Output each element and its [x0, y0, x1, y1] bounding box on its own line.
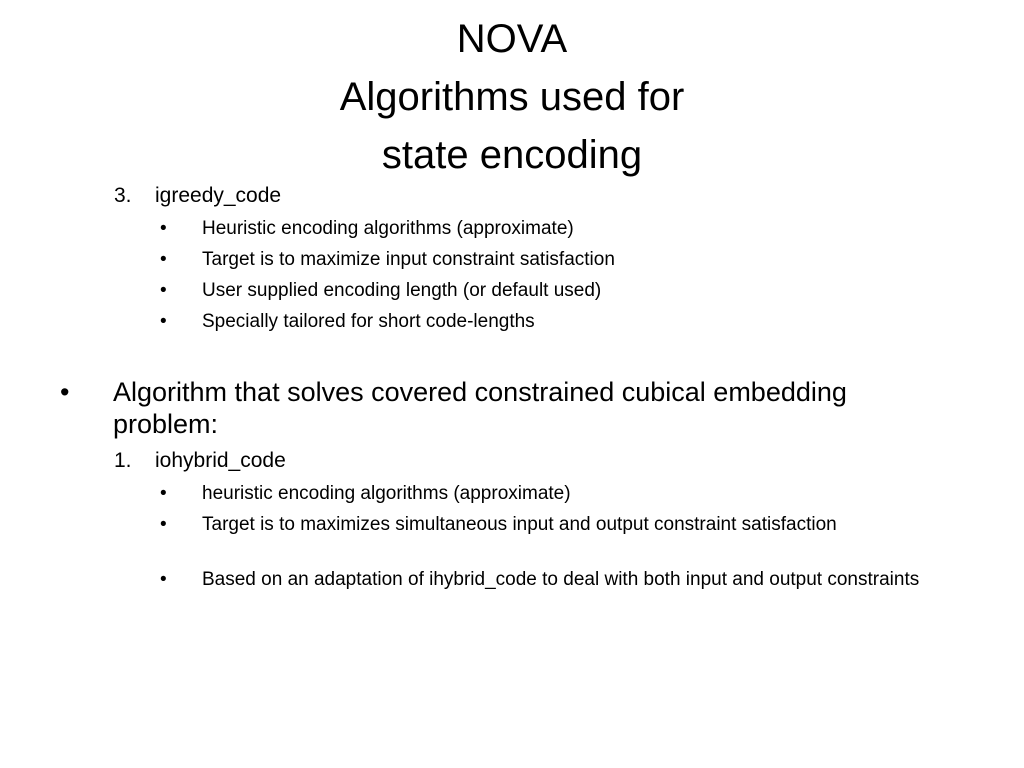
- sub-bullet-text: User supplied encoding length (or default used): [202, 280, 602, 301]
- title-line-1: NOVA: [456, 17, 568, 61]
- bullet-icon: •: [160, 514, 167, 535]
- sub-bullet: [160, 248, 920, 272]
- bullet-icon: •: [160, 280, 167, 301]
- bullet-icon: •: [160, 249, 167, 270]
- sub-bullet: [160, 513, 920, 537]
- sub-bullet-text: heuristic encoding algorithms (approximate): [202, 483, 571, 504]
- slide-title: [0, 10, 1024, 184]
- bullet-icon: •: [160, 569, 167, 590]
- item-label: iohybrid_code: [155, 449, 286, 472]
- main-bullet-text: Algorithm that solves covered constrained cubical embedding problem:: [113, 377, 847, 439]
- item-label: igreedy_code: [155, 184, 282, 207]
- sub-bullet-text: Heuristic encoding algorithms (approximate): [202, 218, 574, 239]
- item-number: 3.: [114, 184, 132, 207]
- title-line-2: Algorithms used for: [339, 75, 685, 119]
- numbered-item-igreedy: [114, 183, 281, 209]
- bullet-icon: •: [160, 483, 167, 504]
- sub-bullet-text: Specially tailored for short code-lengths: [202, 311, 535, 332]
- sub-bullet: [160, 310, 920, 334]
- sub-bullet: [160, 568, 920, 592]
- title-line-3: state encoding: [381, 133, 643, 177]
- bullet-icon: •: [160, 311, 167, 332]
- item-number: 1.: [114, 449, 132, 472]
- main-bullet: [60, 376, 860, 440]
- sub-bullet-text: Target is to maximize input constraint satisfaction: [202, 249, 615, 270]
- sub-bullet: [160, 279, 920, 303]
- sub-bullet-text: Target is to maximizes simultaneous input and output constraint satisfaction: [202, 514, 837, 535]
- bullet-icon: •: [60, 377, 70, 407]
- bullet-icon: •: [160, 218, 167, 239]
- numbered-item-iohybrid: [114, 448, 286, 474]
- sub-bullet: [160, 217, 920, 241]
- sub-bullet-text: Based on an adaptation of ihybrid_code to deal with both input and output constraints: [202, 569, 920, 590]
- sub-bullet: [160, 482, 920, 506]
